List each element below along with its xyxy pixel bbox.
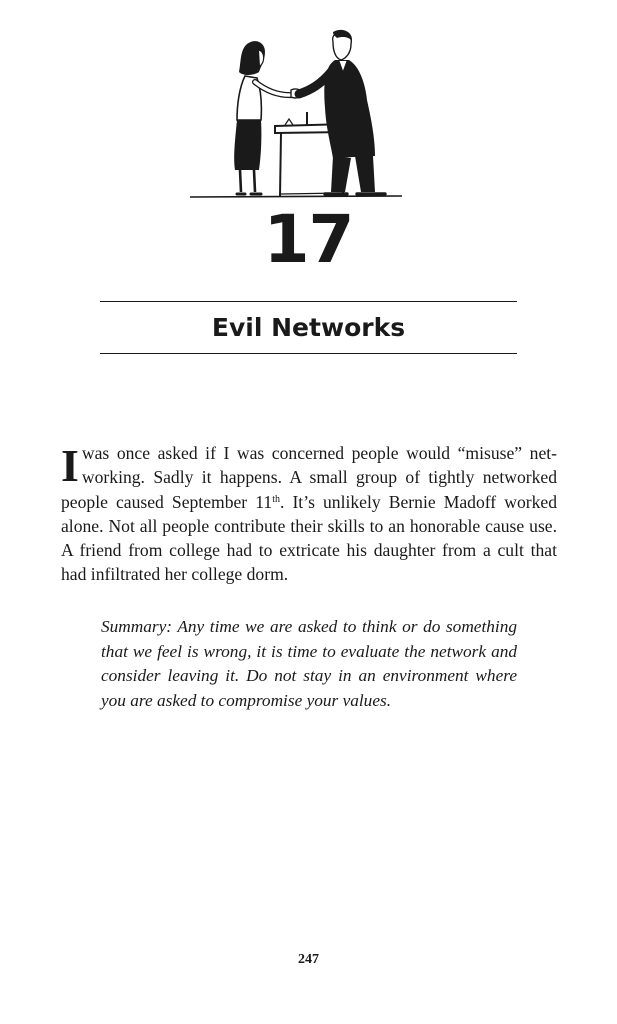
chapter-title: Evil Networks [211, 313, 406, 342]
page-number: 247 [298, 952, 319, 967]
drop-cap: I [61, 440, 79, 491]
handshake-at-podium-icon [185, 28, 410, 203]
body-text-part-1: was once asked if I was concerned people would “misuse” net-working. Sadly it happens. A small group of tightly networked people caused September 11 [61, 443, 557, 512]
chapter-number: 17 [263, 201, 354, 278]
title-rule-bottom [100, 353, 517, 354]
handshake-illustration [185, 28, 410, 203]
body-paragraph [61, 441, 557, 587]
ordinal-superscript: th [272, 493, 280, 505]
summary-paragraph: Summary: Any time we are asked to think or do something that we feel is wrong, it is time to evaluate the network and consider leaving it. Do not stay in an environment where you are asked to compromise your values. [101, 617, 517, 710]
title-rule-top [100, 301, 517, 302]
body-text-part-2: . It’s unlikely Bernie Madoff worked alone. Not all people contribute their skills to an honorable cause use. A friend from college had to extricate his daughter from a cult that had infiltrated her college dorm. [61, 491, 558, 585]
